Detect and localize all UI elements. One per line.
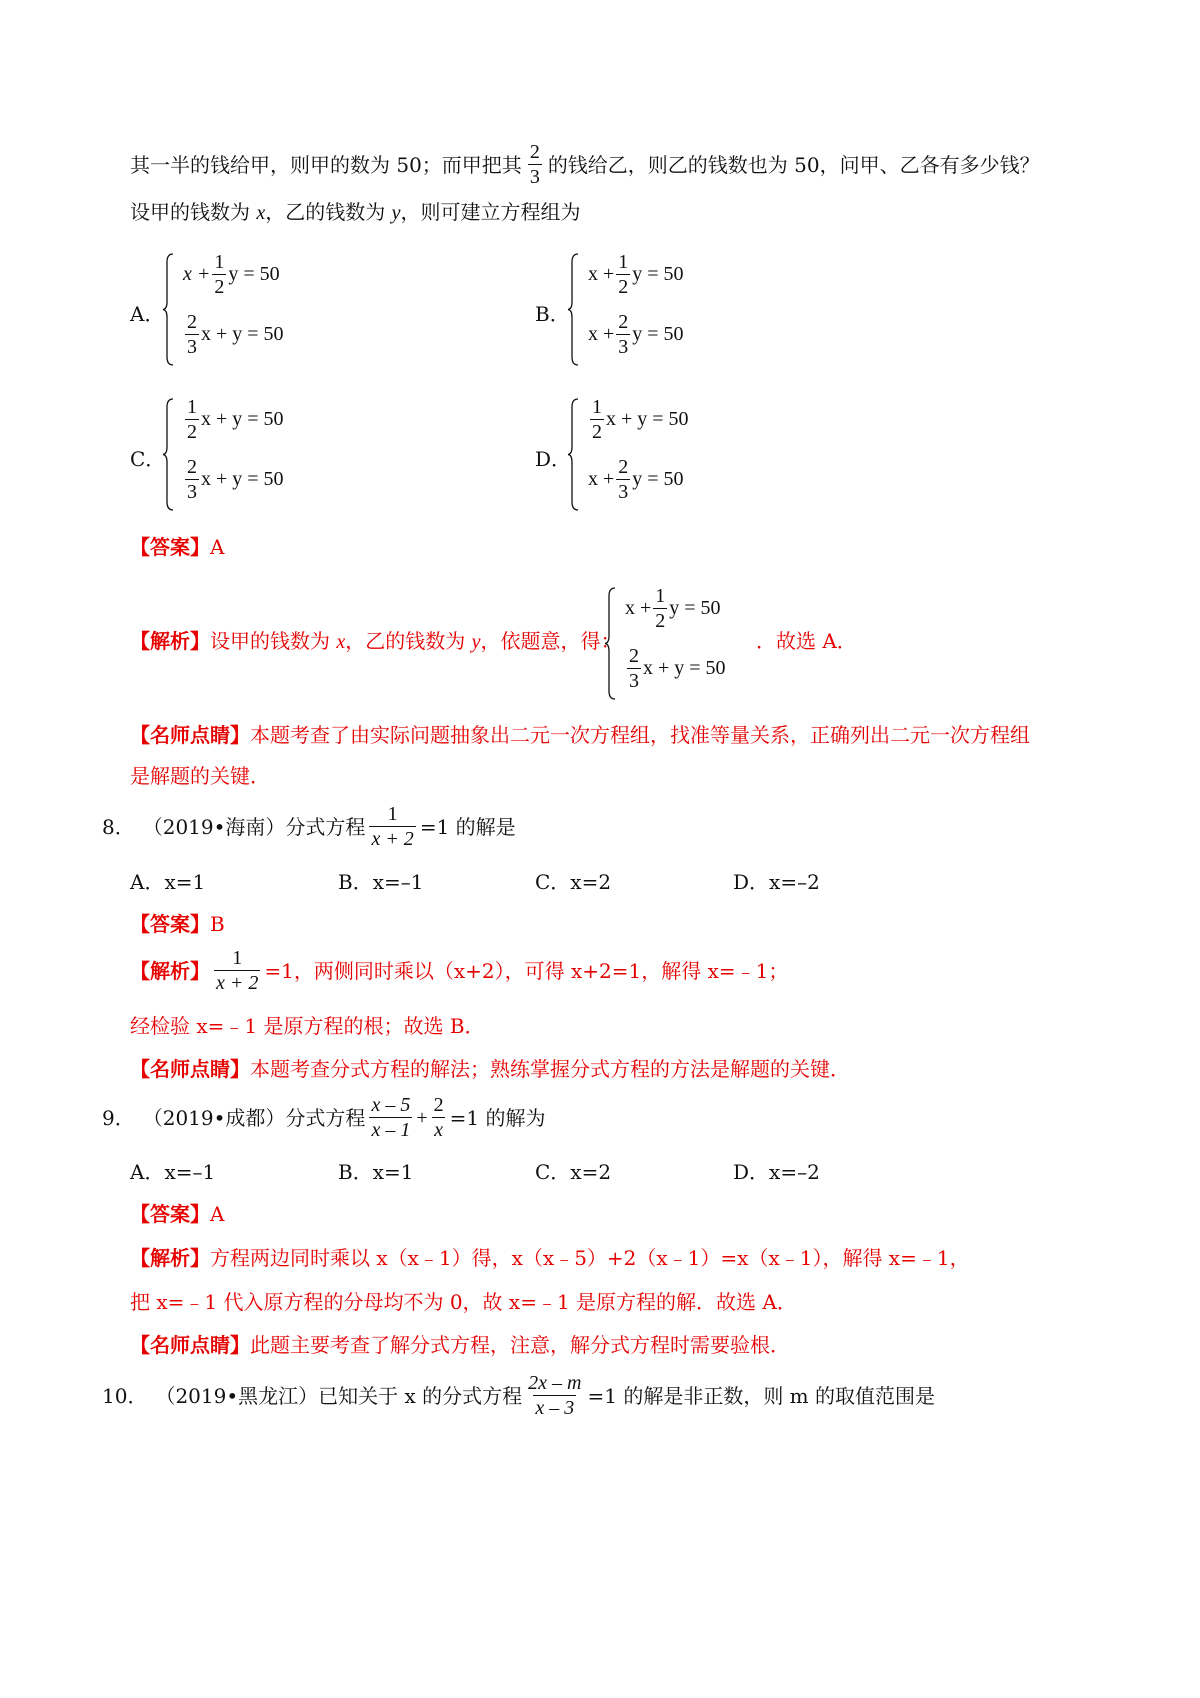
q8-tip: 【名师点睛】本题考查分式方程的解法；熟练掌握分式方程的方法是解题的关键．	[130, 1057, 850, 1081]
q9-option-d: D．x=–2	[733, 1160, 820, 1184]
option-b-system: x + $\frac{1}{2}$ y = 50 x + $\frac{2}{3}$ y = 50	[568, 252, 768, 367]
q9-fraction-1: $\frac{x - 5}{x - 1}$	[371, 1094, 411, 1141]
q9-option-b: B．x=1	[338, 1160, 414, 1184]
q9-tip: 【名师点睛】此题主要考查了解分式方程，注意，解分式方程时需要验根．	[130, 1333, 790, 1357]
brace-icon	[605, 586, 617, 701]
brace-icon	[568, 252, 580, 367]
q7-analysis-end: ．故选 A．	[756, 629, 857, 653]
intro-text-a: 其一半的钱给甲，则甲的数为 50；而甲把其	[130, 152, 522, 177]
q8-option-a: A．x=1	[130, 870, 206, 894]
q9-option-c: C．x=2	[535, 1160, 612, 1184]
option-a-label: A．	[130, 302, 165, 326]
option-c-system: $\frac{1}{2}$ x + y = 50 $\frac{2}{3}$ x + y = 50	[163, 397, 363, 512]
q8-analysis-line2: 经检验 x=﹣1 是原方程的根；故选 B．	[130, 1014, 485, 1038]
q9-answer: 【答案】A	[130, 1202, 225, 1226]
q9-fraction-2: $\frac{2}{x}$	[433, 1094, 444, 1141]
q7-analysis: 【解析】设甲的钱数为 x，乙的钱数为 y，依题意，得：	[130, 629, 621, 653]
brace-icon	[163, 252, 175, 367]
q8-fraction: $\frac{1}{x + 2}$	[371, 803, 414, 850]
q8-option-b: B．x=–1	[338, 870, 424, 894]
option-c-label: C．	[130, 447, 166, 471]
brace-icon	[568, 397, 580, 512]
question-9: 9． （2019•成都）分式方程 $\frac{x - 5}{x - 1}$ + $\frac{2}{x}$ =1 的解为	[102, 1094, 546, 1141]
q9-analysis-line1: 【解析】方程两边同时乘以 x（x﹣1）得，x（x﹣5）+2（x﹣1）=x（x﹣1），解得 x=﹣1，	[130, 1246, 970, 1270]
question-7-text-line1	[130, 142, 1040, 187]
q7-tip-line1: 【名师点睛】本题考查了由实际问题抽象出二元一次方程组，找准等量关系，正确列出二元一次方程组	[130, 723, 1030, 747]
q7-answer: 【答案】A	[130, 535, 225, 559]
question-10: 10． （2019•黑龙江）已知关于 x 的分式方程 $\frac{2x - m}{x - 3}$ =1 的解是非正数，则 m 的取值范围是	[102, 1372, 936, 1419]
q9-analysis-line2: 把 x=﹣1 代入原方程的分母均不为 0，故 x=﹣1 是原方程的解．故选 A．	[130, 1290, 797, 1314]
option-a-system: x + $\frac{1}{2}$ y = 50 $\frac{2}{3}$ x + y = 50	[163, 252, 363, 367]
question-7-text-line2: 设甲的钱数为 x，乙的钱数为 y，则可建立方程组为	[130, 200, 581, 224]
question-8: 8． （2019•海南）分式方程 $\frac{1}{x + 2}$ =1 的解是	[102, 803, 516, 850]
q7-analysis-system: x + $\frac{1}{2}$ y = 50 $\frac{2}{3}$ x + y = 50	[605, 586, 755, 701]
q8-answer: 【答案】B	[130, 912, 225, 936]
q7-tip-line2: 是解题的关键．	[130, 764, 270, 788]
q8-option-c: C．x=2	[535, 870, 612, 894]
option-d-label: D．	[535, 447, 572, 471]
q8-option-d: D．x=–2	[733, 870, 820, 894]
intro-text-b: 的钱给乙，则乙的钱数也为 50，问甲、乙各有多少钱？	[547, 152, 1040, 177]
option-b-label: B．	[535, 302, 570, 326]
fraction-two-thirds: $\frac{2}{3}$	[529, 141, 540, 188]
q8-analysis-line1: 【解析】 $\frac{1}{x + 2}$ =1，两侧同时乘以（x+2），可得 x+2=1，解得 x=﹣1；	[130, 947, 789, 994]
q9-option-a: A．x=–1	[130, 1160, 216, 1184]
q10-fraction: $\frac{2x - m}{x - 3}$	[528, 1372, 582, 1419]
option-d-system: $\frac{1}{2}$ x + y = 50 x + $\frac{2}{3}$ y = 50	[568, 397, 768, 512]
brace-icon	[163, 397, 175, 512]
q8-analysis-fraction: $\frac{1}{x + 2}$	[216, 947, 259, 994]
